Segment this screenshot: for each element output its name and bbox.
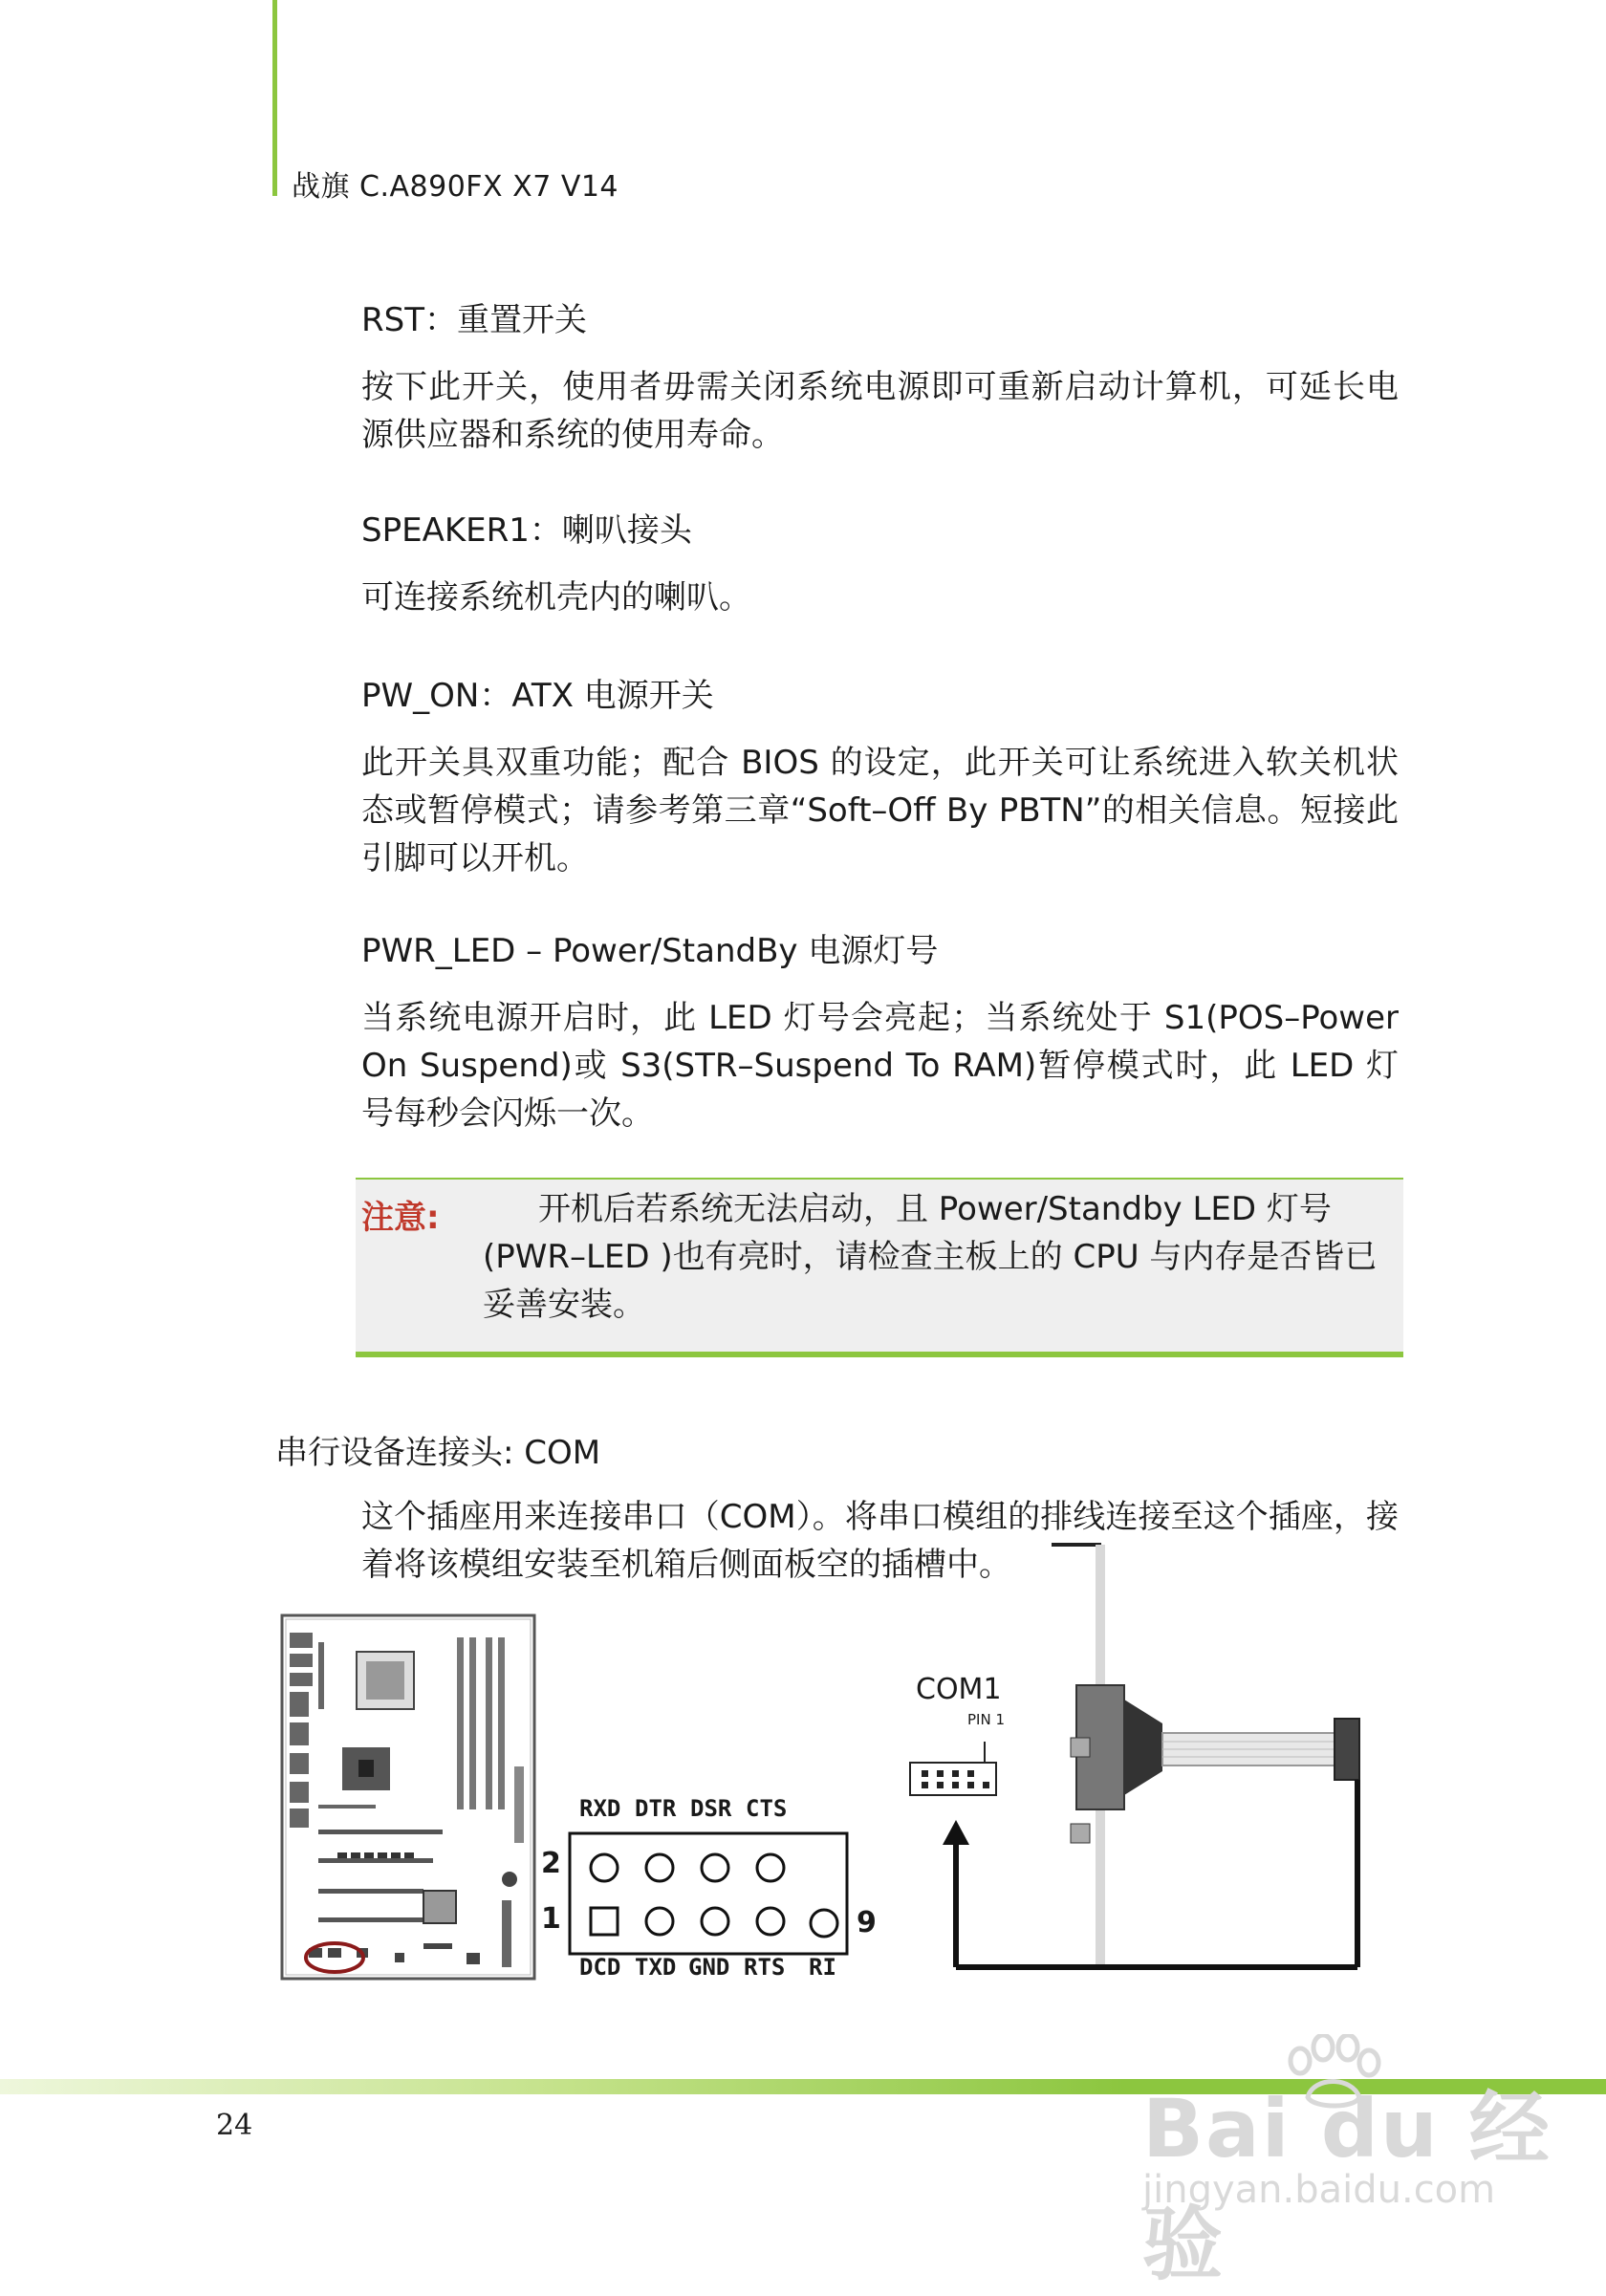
cable-plug bbox=[1335, 1719, 1359, 1780]
note-label: 注意: bbox=[361, 1199, 440, 1237]
pin1-label: PIN 1 bbox=[967, 1711, 1006, 1728]
pin-label-dsr: DSR bbox=[690, 1795, 732, 1822]
row-number-2: 2 bbox=[541, 1847, 561, 1880]
row-number-1: 1 bbox=[541, 1902, 561, 1936]
pin-label-rxd: RXD bbox=[579, 1795, 621, 1822]
com-pinout-diagram bbox=[535, 1766, 879, 1986]
watermark-brand: Bai du 经验 bbox=[1142, 2082, 1552, 2291]
com-heading: 串行设备连接头: COM bbox=[275, 1434, 601, 1472]
com1-label: COM1 bbox=[916, 1673, 1002, 1706]
com-body: 这个插座用来连接串口（COM）。将串口模组的排线连接至这个插座，接着将该模组安装至机箱后侧面板空的插槽中。 bbox=[361, 1498, 1399, 1584]
speaker-heading: SPEAKER1：喇叭接头 bbox=[361, 511, 692, 550]
speaker-body: 可连接系统机壳内的喇叭。 bbox=[361, 578, 751, 617]
pin-label-ri: RI bbox=[809, 1954, 836, 1981]
pwon-heading: PW_ON：ATX 电源开关 bbox=[361, 677, 714, 715]
pwrled-heading: PWR_LED – Power/StandBy 电源灯号 bbox=[361, 932, 939, 970]
com1-header bbox=[910, 1763, 996, 1795]
rst-heading: RST：重置开关 bbox=[361, 301, 587, 339]
page-header-title: 战旗 C.A890FX X7 V14 bbox=[292, 170, 619, 204]
note-text: 开机后若系统无法启动，且 Power/Standby LED 灯号 (PWR–LED )也有亮时，请检查主板上的 CPU 与内存是否皆已妥善安装。 bbox=[483, 1190, 1378, 1324]
pin-label-txd: TXD bbox=[635, 1954, 677, 1981]
pin-label-rts: RTS bbox=[744, 1954, 786, 1981]
arrow-up-icon bbox=[943, 1820, 969, 1845]
page-number: 24 bbox=[216, 2109, 253, 2142]
pwon-body: 此开关具双重功能；配合 BIOS 的设定，此开关可让系统进入软关机状态或暂停模式；请参考第三章“Soft–Off By PBTN”的相关信息。短接此引脚可以开机。 bbox=[361, 744, 1399, 877]
pwrled-body: 当系统电源开启时，此 LED 灯号会亮起；当系统处于 S1(POS–Power On Suspend)或 S3(STR–Suspend To RAM)暂停模式时，此 LED 灯号每秒会闪烁一次。 bbox=[361, 999, 1399, 1133]
motherboard-illustration bbox=[280, 1614, 538, 1984]
header-accent-bar bbox=[272, 0, 277, 196]
pin-header-graphic bbox=[568, 1831, 849, 1956]
pin-label-gnd: GND bbox=[688, 1954, 730, 1981]
watermark-url: jingyan.baidu.com bbox=[1142, 2168, 1496, 2212]
pin-label-dcd: DCD bbox=[579, 1954, 621, 1981]
pin-label-cts: CTS bbox=[746, 1795, 788, 1822]
com-bracket-graphic bbox=[899, 1537, 1386, 1986]
com-bracket-diagram bbox=[899, 1537, 1386, 1986]
rst-body: 按下此开关，使用者毋需关闭系统电源即可重新启动计算机，可延长电源供应器和系统的使用寿命。 bbox=[361, 368, 1399, 454]
pin-label-dtr: DTR bbox=[635, 1795, 677, 1822]
pin-number-9: 9 bbox=[857, 1906, 877, 1939]
